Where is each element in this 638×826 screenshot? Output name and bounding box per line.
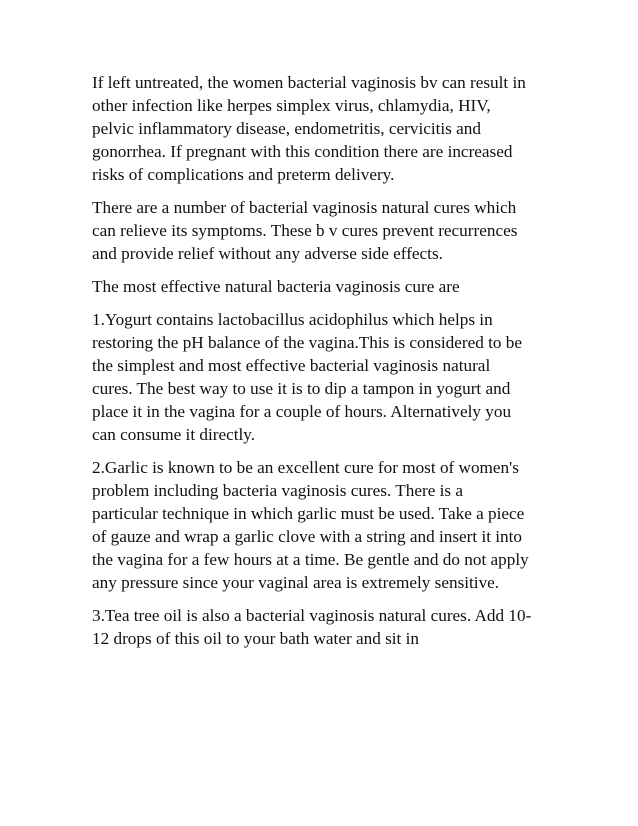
paragraph-garlic: 2.Garlic is known to be an excellent cure for most of women's problem including bacteria vaginosis cures. There is a particular technique in which garlic must be used. Take a piece of gauze and wrap a garlic clove with a string and insert it into the vagina for a few hours at a time. Be gentle and do not apply any pressure since your vaginal area is extremely sensitive. [92, 458, 529, 592]
document-body [92, 71, 532, 660]
paragraph-yogurt: 1.Yogurt contains lactobacillus acidophilus which helps in restoring the pH balance of the vagina.This is considered to be the simplest and most effective bacterial vaginosis natural cures. The best way to use it is to dip a tampon in yogurt and place it in the vagina for a couple of hours. Alternatively you can consume it directly. [92, 310, 523, 444]
paragraph-natural-cures-intro: There are a number of bacterial vaginosis natural cures which can relieve its symptoms. These b v cures prevent recurrences and provide relief without any adverse side effects. [92, 198, 518, 263]
paragraph-list-intro: The most effective natural bacteria vaginosis cure are [92, 277, 460, 296]
paragraph-untreated-risks: If left untreated, the women bacterial vaginosis bv can result in other infection like herpes simplex virus, chlamydia, HIV, pelvic inflammatory disease, endometritis, cervicitis and gonorrhea. If pregnant with this condition there are increased risks of complications and preterm delivery. [92, 73, 526, 184]
paragraph-tea-tree-oil: 3.Tea tree oil is also a bacterial vaginosis natural cures. Add 10-12 drops of this oil to your bath water and sit in [92, 606, 532, 648]
